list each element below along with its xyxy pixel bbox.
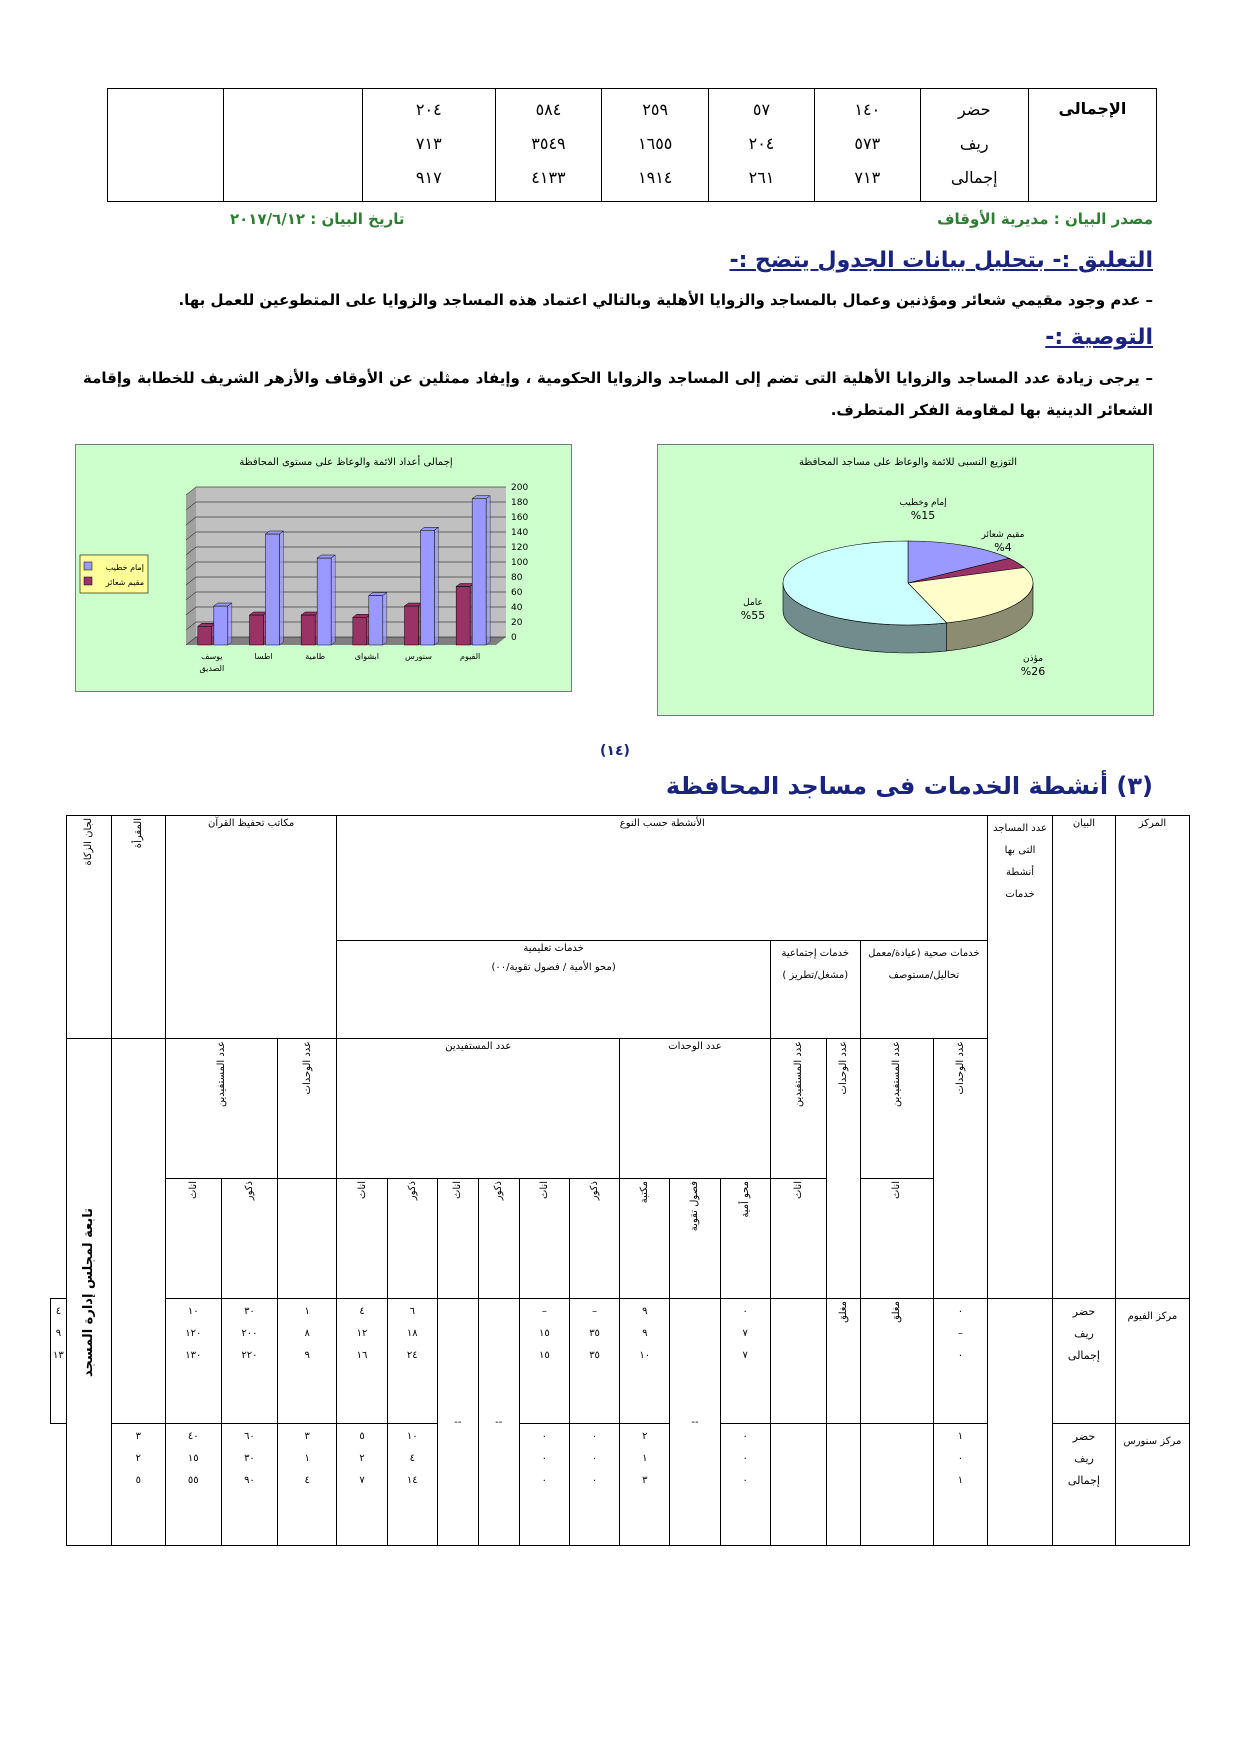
section-title: (٣) أنشطة الخدمات فى مساجد المحافظة xyxy=(665,772,1153,800)
h-social-units: عدد الوحدات xyxy=(826,1039,860,1299)
h-quran-units: عدد الوحدات xyxy=(278,1039,337,1179)
y-tick-label: 140 xyxy=(511,528,529,538)
h-lit-units: محو أمية xyxy=(720,1179,770,1299)
y-tick-label: 80 xyxy=(511,573,523,583)
x-tick-label: طامية xyxy=(305,652,326,661)
date-text: تاريخ البيان : ٢٠١٧/٦/١٢ xyxy=(230,210,405,228)
h-edu: خدمات تعليمية (محو الأمية / فصول تقوية/٠٠) xyxy=(337,941,770,1039)
health-units: ١ ٠ ١ xyxy=(933,1424,987,1546)
row-markaz: مركز سنورس xyxy=(1115,1424,1189,1546)
bar-side xyxy=(280,531,284,645)
y-tick-label: 20 xyxy=(511,618,523,628)
lib-male: ١٠ ٤ ١٤ xyxy=(387,1424,437,1546)
lit-female: ٠ ٠ ٠ xyxy=(519,1424,569,1546)
pie-label-name: مقيم شعائر xyxy=(981,530,1025,540)
lit-female: – ١٥ ١٥ xyxy=(519,1299,569,1424)
h-lib-female: اناث xyxy=(337,1179,387,1299)
h-quran-female: اناث xyxy=(165,1179,221,1299)
x-tick-label: يوسف xyxy=(201,652,223,661)
comment-heading: التعليق :- بتحليل بيانات الجدول يتضح :- xyxy=(729,248,1153,273)
bar-side xyxy=(383,593,387,646)
bar-chart-title: إجمالى أعداد الائمة والوعاظ على مستوى المحافظة xyxy=(239,457,453,468)
x-tick-label: اطسا xyxy=(254,652,273,661)
services-table xyxy=(50,815,1190,1546)
legend-swatch xyxy=(84,577,92,585)
h-cls-male: ذكور xyxy=(478,1179,519,1299)
social-benef xyxy=(770,1424,826,1546)
h-health: خدمات صحية (عيادة/معمل تحاليل/مستوصف xyxy=(860,941,987,1039)
bar xyxy=(198,626,212,645)
h-social: خدمات إجتماعية (مشغل/تطريز ) xyxy=(770,941,860,1039)
h-lit-male: ذكور xyxy=(569,1179,619,1299)
cls-female: -- xyxy=(437,1299,478,1546)
h-quran-male: ذكور xyxy=(221,1179,277,1299)
h-social-benef: عدد المستفيدين xyxy=(770,1039,826,1179)
lib-units: ٢ ١ ٣ xyxy=(620,1424,670,1546)
social-units: مغلق xyxy=(826,1299,860,1424)
x-tick-label: سنورس xyxy=(405,652,432,661)
social-benef xyxy=(770,1299,826,1424)
x-tick-label: ابشواى xyxy=(354,652,379,661)
totals-sublabels: حضر ريف إجمالى xyxy=(920,89,1028,202)
bar-side xyxy=(435,527,439,645)
h-lib-male: ذكور xyxy=(387,1179,437,1299)
y-tick-label: 200 xyxy=(511,483,529,493)
social-units xyxy=(826,1424,860,1546)
h-quran-units-2 xyxy=(278,1179,337,1299)
lit-male: ٠ ٠ ٠ xyxy=(569,1424,619,1546)
totals-empty xyxy=(224,89,363,202)
legend-box xyxy=(80,555,148,593)
bar xyxy=(250,615,264,645)
legend xyxy=(80,555,148,593)
quran-units: ١ ٨ ٩ xyxy=(278,1299,337,1424)
health-units: ٠ – ٠ xyxy=(933,1299,987,1424)
totals-col: ١٤٠ ٥٧٣ ٧١٣ xyxy=(814,89,920,202)
pie-label-value: %26 xyxy=(1020,665,1046,678)
h-health-units: عدد الوحدات xyxy=(933,1039,987,1299)
h-lit-female: اناث xyxy=(519,1179,569,1299)
bar xyxy=(472,499,486,645)
h-cls-female: اناث xyxy=(437,1179,478,1299)
h-quran: مكاتب تحفيظ القرآن xyxy=(165,816,337,1039)
cls-units: -- xyxy=(670,1299,720,1546)
bar-side xyxy=(331,555,335,645)
row-markaz: مركز الفيوم xyxy=(1115,1299,1189,1424)
pie-label-value: %55 xyxy=(740,609,766,622)
bar-side xyxy=(228,603,232,645)
lib-female: ٤ ١٢ ١٦ xyxy=(337,1299,387,1424)
h-lib-units: مكتبة xyxy=(620,1179,670,1299)
totals-empty xyxy=(108,89,224,202)
quran-female: ١٠ ١٢٠ ١٣٠ xyxy=(165,1299,221,1424)
comment-text: – عدم وجود مقيمي شعائر ومؤذنين وعمال بالمساجد والزوايا الأهلية وبالتالي اعتماد هذه المساجد والزوايا على المتطوعين للعمل بها. xyxy=(178,291,1153,309)
pie-label-name: عامل xyxy=(743,598,763,608)
row-labels: حضر ريف إجمالى xyxy=(1053,1424,1116,1546)
bar xyxy=(405,606,419,645)
pie-chart-title: التوزيع النسبى للائمة والوعاظ على مساجد المحافظة xyxy=(799,457,1017,468)
count-cell xyxy=(988,1299,1053,1546)
lit-units: ٠ ٧ ٧ xyxy=(720,1299,770,1424)
y-tick-label: 120 xyxy=(511,543,529,553)
h-count: عدد المساجد التى بها أنشطة خدمات xyxy=(988,816,1053,1299)
lib-female: ٥ ٢ ٧ xyxy=(337,1424,387,1546)
bar-chart xyxy=(76,445,571,691)
h-reader-col xyxy=(111,1039,165,1424)
row-labels: حضر ريف إجمالى xyxy=(1053,1299,1116,1424)
lib-units: ٩ ٩ ١٠ xyxy=(620,1299,670,1424)
health-benef xyxy=(860,1424,933,1546)
h-zakat: لجان الزكاة xyxy=(66,816,111,1039)
lit-units: ٠ ٠ ٠ xyxy=(720,1424,770,1546)
bar xyxy=(301,615,315,645)
h-social-benef-split: اناث xyxy=(770,1179,826,1299)
pie-chart-box xyxy=(657,444,1154,716)
y-tick-label: 180 xyxy=(511,498,529,508)
bar xyxy=(456,587,470,646)
totals-table xyxy=(107,88,1157,202)
x-tick-label: الصديق xyxy=(199,664,225,673)
x-tick-label: الفيوم xyxy=(460,652,481,661)
bar-side xyxy=(486,496,490,645)
lit-male: – ٣٥ ٣٥ xyxy=(569,1299,619,1424)
source-text: مصدر البيان : مديرية الأوقاف xyxy=(937,210,1153,228)
y-tick-label: 40 xyxy=(511,603,523,613)
totals-col: ٥٧ ٢٠٤ ٢٦١ xyxy=(709,89,815,202)
h-bayan: البيان xyxy=(1053,816,1116,1299)
legend-label: إمام خطيب xyxy=(105,563,144,572)
health-benef: مغلق xyxy=(860,1299,933,1424)
bar xyxy=(421,530,435,645)
quran-units: ٣ ١ ٤ xyxy=(278,1424,337,1546)
y-tick-label: 60 xyxy=(511,588,523,598)
totals-col: ٥٨٤ ٣٥٤٩ ٤١٣٣ xyxy=(495,89,602,202)
pie-chart xyxy=(658,445,1153,715)
h-units: عدد الوحدات xyxy=(620,1039,771,1179)
h-health-benef: عدد المستفيدين xyxy=(860,1039,933,1179)
recommendation-text: – يرجى زيادة عدد المساجد والزوايا الأهلية التى تضم إلى المساجد والزوايا الحكومية ، وإيفاد ممثلين عن الأوقاف والأزهر الشريف للخطابة وإقامة الشعائر الدينية بها لمقاومة الفكر المتطرف. xyxy=(83,369,1153,419)
totals-label: الإجمالى xyxy=(1028,89,1156,202)
h-markaz: المركز xyxy=(1115,816,1189,1299)
zakat-note: تابعة لمجلس إدارة المسجد xyxy=(66,1039,111,1546)
y-tick-label: 160 xyxy=(511,513,529,523)
quran-male: ٦٠ ٣٠ ٩٠ xyxy=(221,1424,277,1546)
cls-male: -- xyxy=(478,1299,519,1546)
legend-label: مقيم شعائر xyxy=(105,578,144,587)
bar xyxy=(317,558,331,645)
legend-swatch xyxy=(84,562,92,570)
h-activities: الأنشطة حسب النوع xyxy=(337,816,988,941)
h-cls-units: فصول تقوية xyxy=(670,1179,720,1299)
pie-label-name: مؤذن xyxy=(1022,654,1044,664)
recommendation-heading: التوصية :- xyxy=(1045,325,1153,350)
reader: ٣ ٢ ٥ xyxy=(111,1424,165,1546)
pie-label-name: إمام وخطيب xyxy=(899,498,947,508)
h-benef: عدد المستفيدين xyxy=(337,1039,620,1179)
pie-label-value: %15 xyxy=(910,509,936,522)
h-health-benef-split: اناث xyxy=(860,1179,933,1299)
y-tick-label: 0 xyxy=(511,633,517,643)
quran-male: ٣٠ ٢٠٠ ٢٢٠ xyxy=(221,1299,277,1424)
bar xyxy=(353,617,367,645)
y-tick-label: 100 xyxy=(511,558,529,568)
totals-col: ٢٥٩ ١٦٥٥ ١٩١٤ xyxy=(602,89,709,202)
bar xyxy=(214,606,228,645)
reader: ٤ ٩ ١٣ xyxy=(51,1299,67,1424)
totals-col: ٢٠٤ ٧١٣ ٩١٧ xyxy=(363,89,496,202)
h-quran-benef: عدد المستفيدين xyxy=(165,1039,277,1179)
bar-chart-box xyxy=(75,444,572,692)
bar xyxy=(369,596,383,646)
page-number: (١٤) xyxy=(600,743,630,759)
pie-label-value: %4 xyxy=(994,541,1012,554)
lib-male: ٦ ١٨ ٢٤ xyxy=(387,1299,437,1424)
quran-female: ٤٠ ١٥ ٥٥ xyxy=(165,1424,221,1546)
h-reader: المقرأة xyxy=(111,816,165,1039)
bar xyxy=(266,534,280,645)
